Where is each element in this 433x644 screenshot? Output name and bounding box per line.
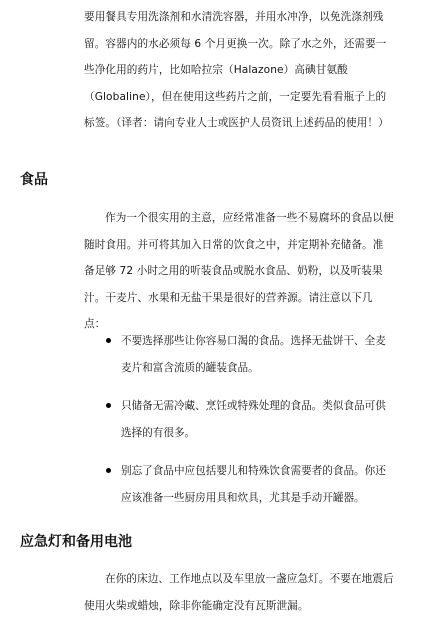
- lights-paragraph: 在你的床边、工作地点以及车里放一盏应急灯。不要在地震后使用火柴或蜡烛，除非你能确定没有瓦斯泄漏。: [84, 573, 394, 612]
- list-item: [84, 328, 394, 381]
- list-item: [84, 393, 394, 446]
- lights-heading: 应急灯和备用电池: [20, 534, 132, 550]
- bullet-icon: [106, 403, 111, 408]
- intro-paragraph: 要用餐具专用洗涤剂和水清洗容器，并用水冲净，以免洗涤剂残留。容器内的水必须每 6 个月更换一次。除了水之外，还需要一些净化用的药片，比如哈拉宗（Halazone）高碘甘氨酸（Globaline），但在使用这些药片之前，一定要先看看瓶子上的标签。（译者：请向专业人士或医护人员资讯上述药品的使用！）: [84, 11, 389, 129]
- bullet-icon: [106, 468, 111, 473]
- food-bullet-list: [84, 328, 394, 523]
- food-heading: 食品: [20, 172, 48, 188]
- food-paragraph: 作为一个很实用的主意，应经常准备一些不易腐坏的食品以便随时食用。并可将其加入日常的饮食之中，并定期补充储备。准备足够 72 小时之用的听装食品或脱水食品、奶粉，以及听装果汁。干麦片、水果和无盐干果是很好的营养源。请注意以下几点：: [84, 212, 394, 330]
- bullet-text: 别忘了食品中应包括婴儿和特殊饮食需要者的食品。你还应该准备一些厨房用具和炊具，尤其是手动开罐器。: [121, 465, 386, 504]
- list-item: [84, 458, 394, 511]
- bullet-icon: [106, 338, 111, 343]
- bullet-text: 只储备无需冷藏、烹饪或特殊处理的食品。类似食品可供选择的有很多。: [121, 400, 386, 439]
- bullet-text: 不要选择那些让你容易口渴的食品。选择无盐饼干、全麦麦片和富含流质的罐装食品。: [121, 335, 386, 374]
